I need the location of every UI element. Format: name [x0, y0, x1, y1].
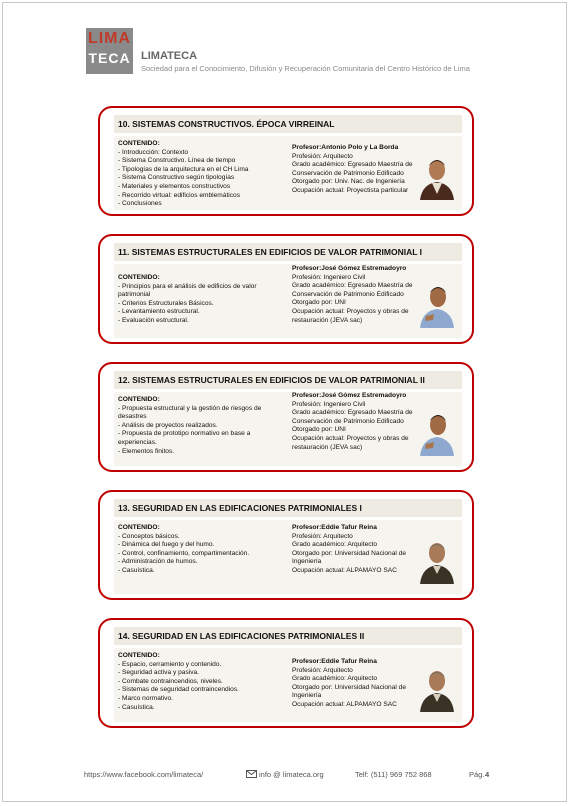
content-item: - Conceptos básicos. — [118, 532, 180, 540]
professor-name: Profesor:Eddie Tafur Reina — [292, 658, 377, 665]
content-item: - Recorrido virtual: edificios emblemáticos — [118, 191, 241, 199]
professor-line: Grado académico: Egresado Maestría de Conservación de Patrimonio Edificado — [292, 161, 413, 177]
content-item: - Espacio, cerramiento y contenido. — [118, 660, 222, 668]
content-list — [118, 661, 288, 713]
course-card-10 — [98, 106, 474, 216]
content-item: - Elementos finitos. — [118, 447, 175, 455]
course-body — [114, 136, 462, 210]
content-item: - Tipologías de la arquitectura en el CH Lima — [118, 165, 249, 173]
professor-line: Grado académico: Arquitecto — [292, 541, 378, 549]
professor-name: Profesor:José Gómez Estremadoyro — [292, 392, 407, 399]
professor-line: Ocupación actual: Proyectos y obras de restauración (JEVA sac) — [292, 307, 409, 324]
course-title: 13. SEGURIDAD EN LAS EDIFICACIONES PATRIMONIALES I — [114, 499, 462, 517]
course-title: 12. SISTEMAS ESTRUCTURALES EN EDIFICIOS DE VALOR PATRIMONIAL II — [114, 371, 462, 389]
page-number: 4 — [485, 770, 490, 779]
professor-photo — [416, 534, 458, 584]
professor-photo — [416, 278, 458, 328]
content-item: - Introducción: Contexto — [118, 148, 189, 156]
professor-line: Profesión: Ingeniero Civil — [292, 273, 366, 281]
content-item: - Propuesta de prototipo normativo en base a experiencias. — [118, 430, 251, 446]
content-item: - Principios para el análisis de edificios de valor patrimonial — [118, 282, 257, 299]
professor-line: Profesión: Arquitecto — [292, 152, 353, 160]
brand-name: LIMATECA — [141, 50, 198, 62]
professor-photo — [416, 662, 458, 712]
content-item: - Casuística. — [118, 566, 155, 574]
course-body — [114, 520, 462, 594]
professor-info — [292, 392, 422, 452]
professor-info — [292, 144, 422, 196]
logo-bottom-text: TECA — [88, 50, 131, 66]
course-body — [114, 648, 462, 722]
content-label: CONTENIDO: — [118, 652, 160, 659]
content-item: - Control, confinamiento, compartimentación. — [118, 549, 250, 557]
content-item: - Casuística. — [118, 703, 155, 711]
content-item: - Sistema Constructivo según tipologías — [118, 174, 235, 182]
footer — [0, 768, 571, 782]
content-item: - Seguridad activa y pasiva. — [118, 669, 199, 677]
content-list — [118, 533, 288, 576]
facebook-link[interactable]: https://www.facebook.com/limateca/ — [84, 770, 204, 779]
professor-photo — [416, 406, 458, 456]
course-content — [118, 140, 288, 209]
content-label: CONTENIDO: — [118, 396, 160, 403]
course-title: 14. SEGURIDAD EN LAS EDIFICACIONES PATRIMONIALES II — [114, 627, 462, 645]
content-item: - Administración de humos. — [118, 558, 198, 566]
professor-line: Ocupación actual: Proyectos y obras de restauración (JEVA sac) — [292, 434, 409, 451]
professor-info — [292, 658, 422, 710]
professor-photo — [416, 150, 458, 200]
content-list — [118, 149, 288, 209]
course-content — [118, 396, 288, 456]
envelope-icon — [246, 770, 257, 778]
content-item: - Conclusiones — [118, 200, 162, 208]
content-label: CONTENIDO: — [118, 524, 160, 531]
course-title: 11. SISTEMAS ESTRUCTURALES EN EDIFICIOS DE VALOR PATRIMONIAL I — [114, 243, 462, 261]
course-body — [114, 264, 462, 338]
professor-line: Otorgado por: Univ. Nac. de Ingeniería — [292, 178, 405, 186]
content-list — [118, 283, 288, 326]
content-list — [118, 405, 288, 457]
content-item: - Dinámica del fuego y del humo. — [118, 541, 215, 549]
professor-line: Ocupación actual: Proyectista particular — [292, 186, 409, 194]
content-item: - Materiales y elementos constructivos — [118, 182, 231, 190]
page-label: Pág. — [469, 770, 485, 779]
course-card-14 — [98, 618, 474, 728]
course-card-12 — [98, 362, 474, 472]
course-body — [114, 392, 462, 466]
course-content — [118, 274, 288, 326]
limateca-logo — [86, 28, 133, 74]
professor-line: Grado académico: Arquitecto — [292, 675, 378, 683]
content-item: - Sistemas de seguridad contraincendios. — [118, 686, 239, 694]
phone-number: Telf: (511) 969 752 868 — [355, 770, 432, 779]
content-item: - Criterios Estructurales Básicos. — [118, 299, 214, 307]
professor-line: Profesión: Ingeniero Civil — [292, 400, 366, 408]
professor-line: Otorgado por: Universidad Nacional de Ingeniería — [292, 549, 406, 566]
professor-name: Profesor:Antonio Polo y La Borda — [292, 144, 399, 151]
course-title: 10. SISTEMAS CONSTRUCTIVOS. ÉPOCA VIRREINAL — [114, 115, 462, 133]
email-link[interactable]: info @ limateca.org — [259, 770, 324, 779]
professor-line: Ocupación actual: ALPAMAYO SAC — [292, 700, 397, 708]
content-item: - Combate contraincendios, niveles. — [118, 677, 223, 685]
content-item: - Evaluación estructural. — [118, 316, 189, 324]
content-label: CONTENIDO: — [118, 274, 160, 281]
professor-line: Grado académico: Egresado Maestría de Conservación de Patrimonio Edificado — [292, 409, 413, 425]
professor-line: Otorgado por: UNI — [292, 426, 346, 434]
professor-name: Profesor:José Gómez Estremadoyro — [292, 265, 407, 272]
course-card-13 — [98, 490, 474, 600]
professor-line: Ocupación actual: ALPAMAYO SAC — [292, 566, 397, 574]
professor-line: Otorgado por: Universidad Nacional de Ingeniería — [292, 683, 406, 700]
professor-line: Grado académico: Egresado Maestría de Conservación de Patrimonio Edificado — [292, 282, 413, 298]
content-item: - Sistema Constructivo. Línea de tiempo — [118, 157, 236, 165]
content-item: - Propuesta estructural y la gestión de riesgos de desastres — [118, 404, 262, 421]
content-label: CONTENIDO: — [118, 140, 160, 147]
professor-name: Profesor:Eddie Tafur Reina — [292, 524, 377, 531]
professor-info — [292, 524, 422, 576]
content-item: - Marco normativo. — [118, 694, 173, 702]
professor-line: Profesión: Arquitecto — [292, 666, 353, 674]
brand-tagline: Sociedad para el Conocimiento, Difusión y Recuperación Comunitaria del Centro Histórico de Lima — [141, 64, 470, 73]
course-card-11 — [98, 234, 474, 344]
course-content — [118, 524, 288, 576]
course-content — [118, 652, 288, 712]
content-item: - Levantamiento estructural. — [118, 308, 200, 316]
content-item: - Análisis de proyectos realizados. — [118, 421, 218, 429]
professor-line: Otorgado por: UNI — [292, 299, 346, 307]
logo-top-text: LIMA — [87, 30, 132, 47]
professor-line: Profesión: Arquitecto — [292, 532, 353, 540]
professor-info — [292, 265, 422, 325]
